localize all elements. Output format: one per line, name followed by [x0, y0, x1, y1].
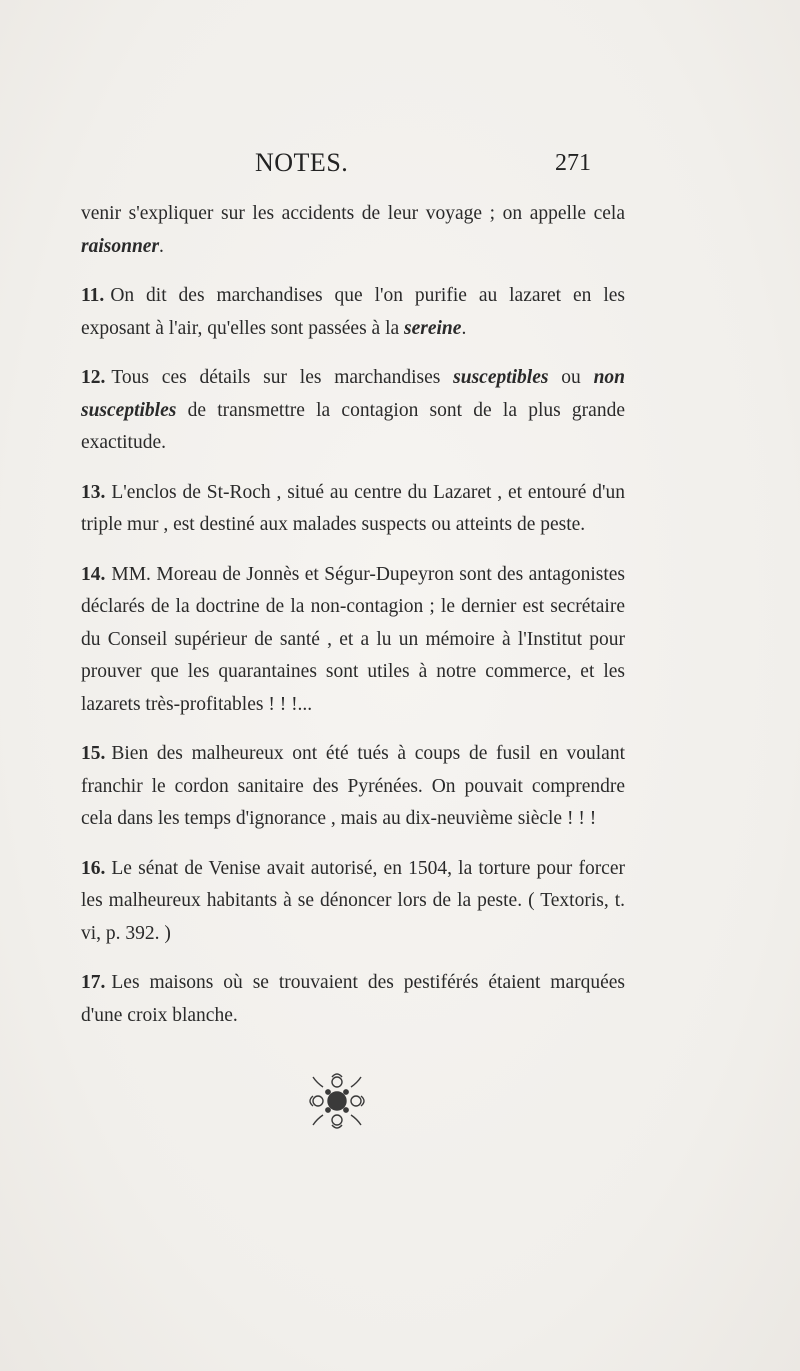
page-number: 271	[555, 150, 591, 176]
running-header	[0, 148, 800, 188]
note-paragraph	[81, 967, 625, 1032]
note-number: 16.	[81, 857, 106, 879]
note-paragraph	[81, 198, 625, 263]
note-number: 17.	[81, 972, 106, 993]
note-text: venir s'expliquer sur les accidents de leur voyage ; on appelle cela	[81, 203, 625, 224]
note-paragraph	[81, 738, 625, 836]
note-text: de transmettre la contagion sont de la plus grande exactitude.	[81, 399, 625, 453]
note-text: L'enclos de St-Roch , situé au centre du Lazaret , et entouré d'un triple mur , est destiné aux malades suspects ou atteints de peste.	[81, 481, 625, 535]
note-text: Le sénat de Venise avait autorisé, en 1504, la torture pour forcer les malheureux habitants à se dénoncer lors de la peste. ( Textoris, t. vi, p. 392. )	[81, 857, 625, 944]
note-text: On dit des marchandises que l'on purifie au lazaret en les exposant à l'air, qu'elles sont passées à la	[81, 285, 625, 339]
note-number: 13.	[81, 481, 106, 503]
emphasized-term: raisonner	[81, 235, 160, 257]
notes-text	[81, 198, 625, 1049]
note-text: .	[159, 235, 164, 257]
note-paragraph	[81, 477, 625, 542]
note-text: MM. Moreau de Jonnès et Ségur-Dupeyron sont des antagonistes déclarés de la doctrine de la non-contagion ; le dernier est secrétaire du Conseil supérieur de santé , et a lu un mémoire à l'Institut pour prouver que les quarantaines sont utiles à notre commerce, et les lazarets très-profitables ! ! !...	[81, 563, 625, 715]
note-text: ou	[548, 367, 594, 388]
note-number: 15.	[81, 743, 106, 764]
note-text: Les maisons où se trouvaient des pestiférés étaient marquées d'une croix blanche.	[81, 972, 625, 1026]
running-title: NOTES.	[255, 148, 349, 177]
fleuron-ornament-icon	[303, 1067, 371, 1135]
note-number: 14.	[81, 563, 106, 585]
note-text: Tous ces détails sur les marchandises	[111, 367, 454, 388]
note-paragraph	[81, 853, 625, 951]
note-text: Bien des malheureux ont été tués à coups de fusil en voulant franchir le cordon sanitaire des Pyrénées. On pouvait comprendre cela dans les temps d'ignorance , mais au dix-neuvième siècle ! ! !	[81, 743, 625, 829]
emphasized-term: susceptibles	[453, 367, 549, 388]
note-paragraph	[81, 280, 625, 345]
note-text: .	[461, 317, 467, 339]
emphasized-term: non susceptibles	[81, 367, 626, 421]
note-number: 11.	[81, 285, 105, 306]
emphasized-term: sereine	[404, 317, 462, 339]
note-paragraph	[81, 559, 625, 722]
note-paragraph	[81, 362, 625, 460]
note-number: 12.	[81, 367, 106, 388]
